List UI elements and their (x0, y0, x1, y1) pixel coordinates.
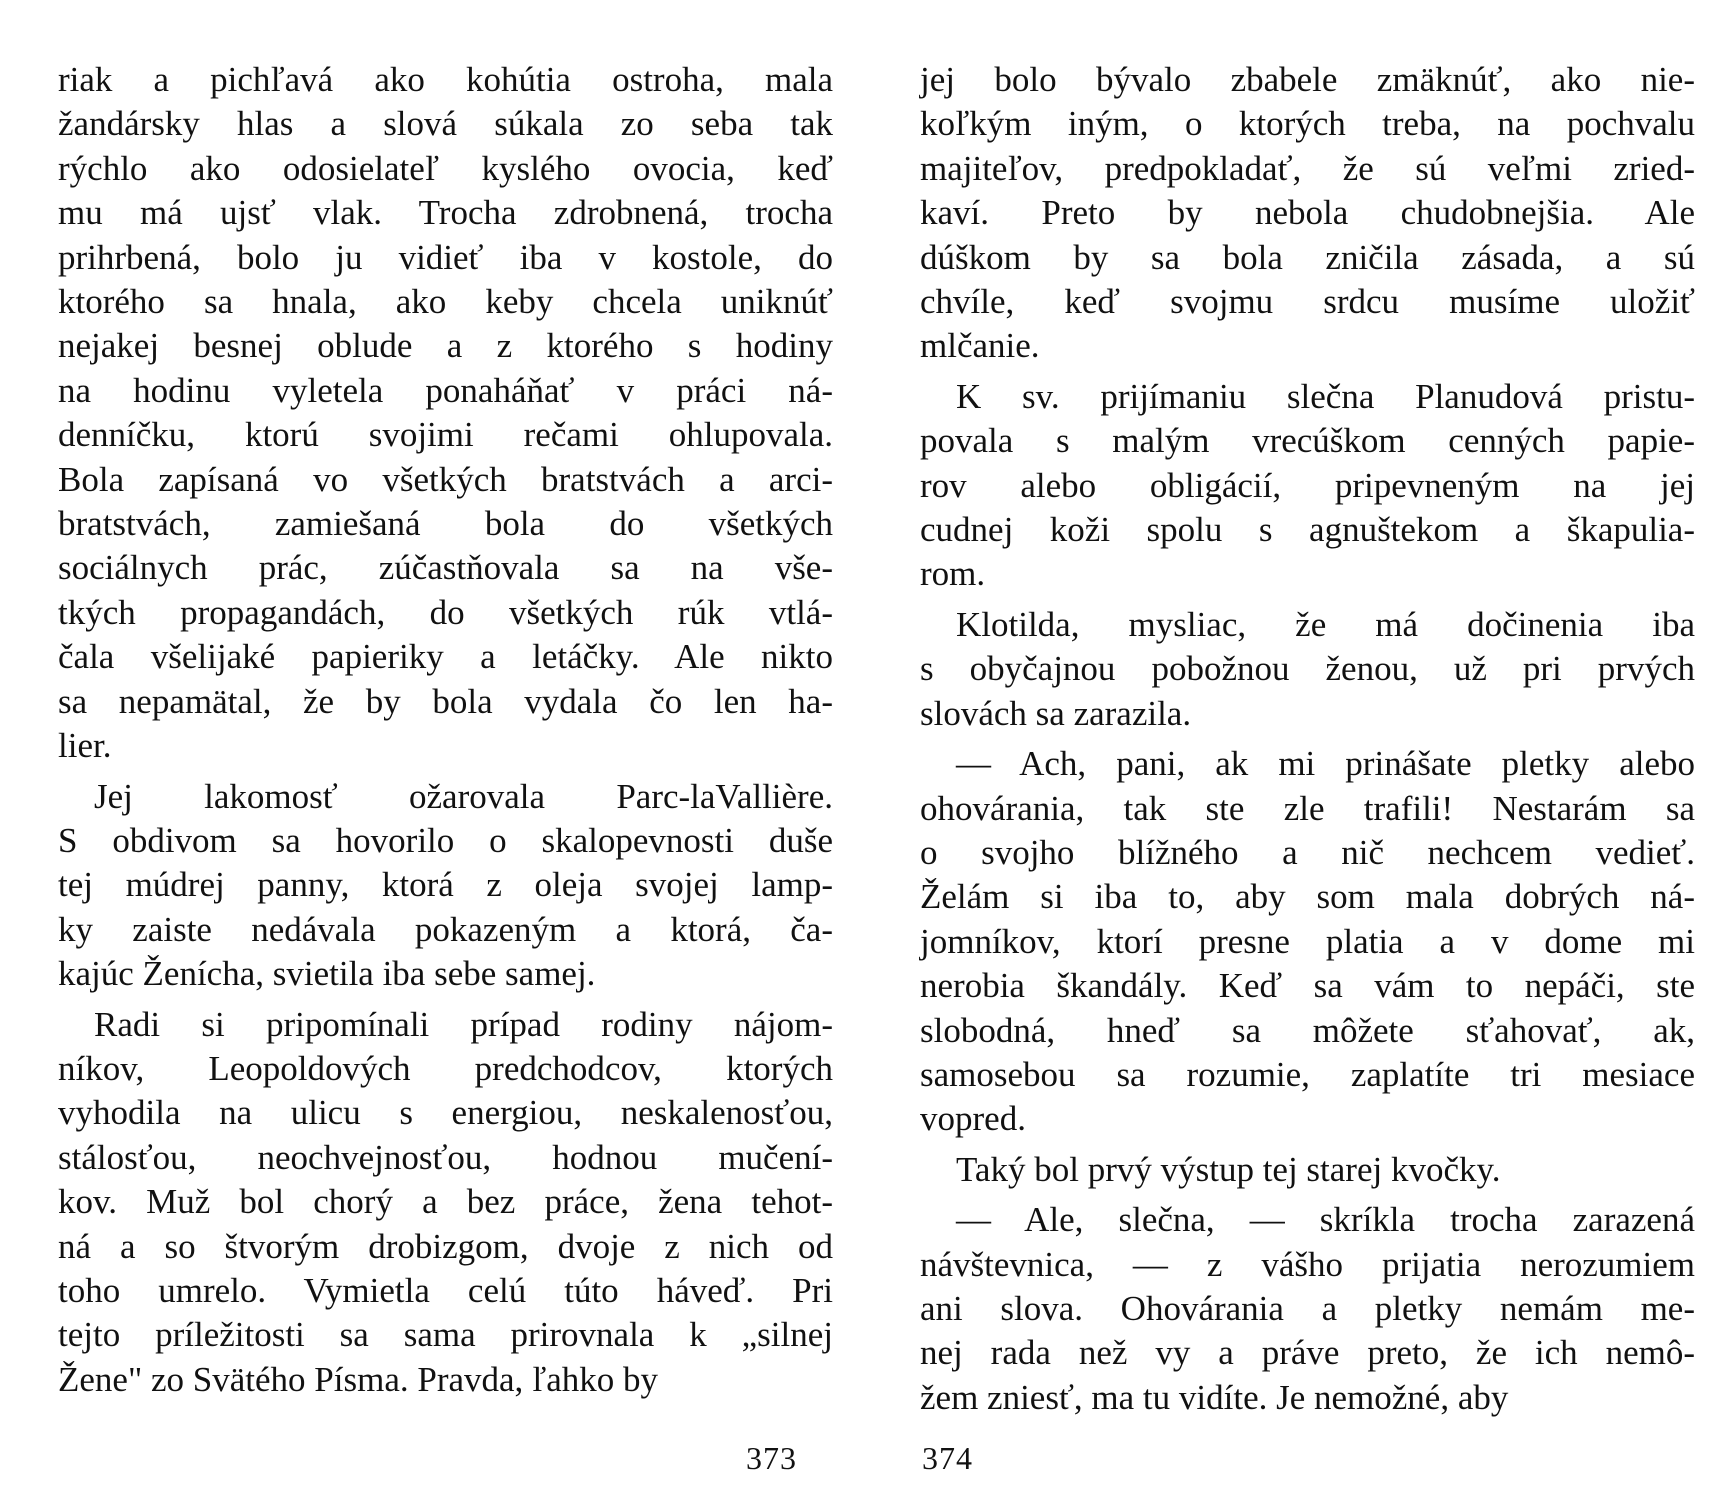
text-line: tkých propagandách, do všetkých rúk vtlá- (58, 592, 833, 632)
text-line: mu má ujsť vlak. Trocha zdrobnená, trocha (58, 193, 833, 233)
text-line: prihrbená, bolo ju vidieť iba v kostole, do (58, 237, 833, 277)
text-line: kaví. Preto by nebola chudobnejšia. Ale (920, 193, 1695, 233)
text-line: ná a so štvorým drobizgom, dvoje z nich od (58, 1226, 833, 1266)
text-line: dúškom by sa bola zničila zásada, a sú (920, 237, 1695, 277)
right-page (920, 58, 1695, 1420)
text-line: kov. Muž bol chorý a bez práce, žena tehot- (58, 1182, 833, 1222)
text-line: Klotilda, mysliac, že má dočinenia iba (956, 604, 1695, 644)
left-page (58, 58, 833, 1402)
paragraph (920, 1148, 1695, 1192)
text-line: ani slova. Ohovárania a pletky nemám me- (920, 1288, 1695, 1328)
text-line: kajúc Ženícha, svietila iba sebe samej. (58, 954, 596, 994)
text-line: samosebou sa rozumie, zaplatíte tri mesiace (920, 1054, 1695, 1094)
paragraph (58, 1003, 833, 1403)
text-line: sa nepamätal, že by bola vydala čo len ha- (58, 681, 833, 721)
paragraph (920, 375, 1695, 597)
text-line: mlčanie. (920, 326, 1040, 366)
text-line: čala všelijaké papieriky a letáčky. Ale nikto (58, 637, 833, 677)
text-line: rov alebo obligácií, pripevneným na jej (920, 465, 1695, 505)
text-line: žem zniesť, ma tu vidíte. Je nemožné, aby (920, 1377, 1509, 1417)
text-line: o svojho blížného a nič nechcem vedieť. (920, 832, 1695, 872)
text-line: — Ale, slečna, — skríkla trocha zarazená (956, 1200, 1695, 1240)
text-line: lier. (58, 726, 112, 766)
text-line: chvíle, keď svojmu srdcu musíme uložiť (920, 282, 1695, 322)
page-number-right: 374 (922, 1440, 973, 1476)
text-line: Radi si pripomínali prípad rodiny nájom- (94, 1004, 833, 1044)
page-number-left: 373 (746, 1440, 797, 1476)
paragraph (58, 775, 833, 997)
text-line: tejto príležitosti sa sama prirovnala k „silnej (58, 1315, 833, 1355)
text-line: slobodná, hneď sa môžete sťahovať, ak, (920, 1010, 1695, 1050)
text-line: cudnej koži spolu s agnuštekom a škapulia- (920, 510, 1695, 550)
text-line: povala s malým vrecúškom cenných papie- (920, 421, 1695, 461)
text-line: ohovárania, tak ste zle trafili! Nestarám sa (920, 788, 1695, 828)
text-line: bratstvách, zamiešaná bola do všetkých (58, 504, 833, 544)
text-line: jej bolo bývalo zbabele zmäknúť, ako nie- (920, 60, 1695, 99)
text-line: rom. (920, 554, 986, 594)
text-line: nej rada než vy a práve preto, že ich nemô- (920, 1333, 1695, 1373)
text-line: Taký bol prvý výstup tej starej kvočky. (956, 1149, 1501, 1189)
paragraph (58, 58, 833, 769)
text-line: rýchlo ako odosielateľ kyslého ovocia, keď (58, 148, 833, 188)
text-line: vyhodila na ulicu s energiou, neskalenosťou, (58, 1093, 833, 1133)
paragraph (920, 603, 1695, 736)
text-line: ky zaiste nedávala pokazeným a ktorá, ča- (58, 909, 833, 949)
text-line: návštevnica, — z vášho prijatia nerozumiem (920, 1244, 1695, 1284)
text-line: S obdivom sa hovorilo o skalopevnosti duše (58, 820, 833, 860)
text-line: denníčku, ktorú svojimi rečami ohlupovala. (58, 415, 833, 455)
text-line: žandársky hlas a slová súkala zo seba tak (58, 104, 833, 144)
text-line: — Ach, pani, ak mi prinášate pletky alebo (956, 744, 1695, 784)
paragraph (920, 742, 1695, 1142)
text-line: Bola zapísaná vo všetkých bratstvách a arci- (58, 459, 833, 499)
text-line: stálosťou, neochvejnosťou, hodnou mučení- (58, 1137, 833, 1177)
text-line: vopred. (920, 1099, 1026, 1139)
text-line: s obyčajnou pobožnou ženou, už pri prvých (920, 649, 1695, 689)
text-line: Želám si iba to, aby som mala dobrých ná- (920, 877, 1695, 917)
paragraph (920, 1198, 1695, 1420)
text-line: jomníkov, ktorí presne platia a v dome mi (920, 921, 1695, 961)
text-line: nerobia škandály. Keď sa vám to nepáči, ste (920, 966, 1695, 1006)
paragraph (920, 58, 1695, 369)
text-line: Žene" zo Svätého Písma. Pravda, ľahko by (58, 1359, 659, 1399)
text-line: Jej lakomosť ožarovala Parc-laVallière. (94, 776, 833, 816)
text-line: na hodinu vyletela ponaháňať v práci ná- (58, 370, 833, 410)
text-line: toho umrelo. Vymietla celú túto háveď. Pri (58, 1270, 833, 1310)
text-line: majiteľov, predpokladať, že sú veľmi zried- (920, 148, 1695, 188)
text-line: tej múdrej panny, ktorá z oleja svojej lamp- (58, 865, 833, 905)
text-line: ktorého sa hnala, ako keby chcela uniknúť (58, 282, 833, 322)
text-line: K sv. prijímaniu slečna Planudová pristu- (956, 376, 1695, 416)
text-line: slovách sa zarazila. (920, 693, 1192, 733)
text-line: riak a pichľavá ako kohútia ostroha, mala (58, 60, 833, 99)
text-line: nejakej besnej oblude a z ktorého s hodiny (58, 326, 833, 366)
text-line: koľkým iným, o ktorých treba, na pochvalu (920, 104, 1695, 144)
text-line: sociálnych prác, zúčastňovala sa na vše- (58, 548, 833, 588)
text-line: níkov, Leopoldových predchodcov, ktorých (58, 1048, 833, 1088)
